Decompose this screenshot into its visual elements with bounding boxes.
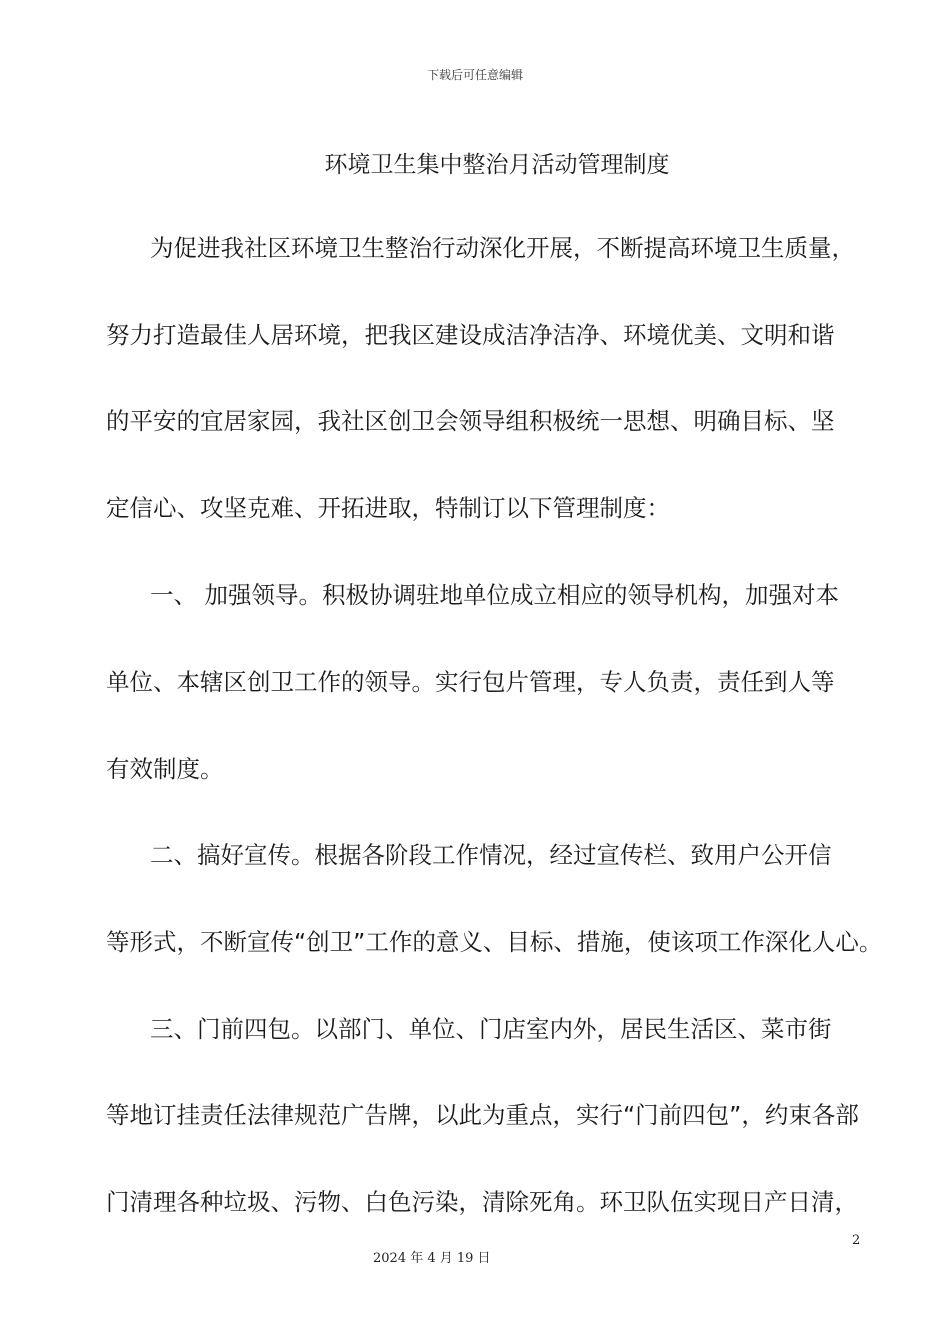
paragraph-line: 有效制度。	[106, 755, 224, 783]
page-number: 2	[852, 1233, 861, 1248]
header-note: 下载后可任意编辑	[426, 68, 523, 82]
footer-date: 2024 年 4 月 19 日	[373, 1251, 491, 1266]
paragraph-line: 一、 加强领导。积极协调驻地单位成立相应的领导机构，加强对本	[150, 581, 839, 609]
paragraph-line: 单位、本辖区创卫工作的领导。实行包片管理，专人负责，责任到人等	[106, 668, 835, 696]
document-title: 环境卫生集中整治月活动管理制度	[324, 152, 670, 178]
paragraph-line: 努力打造最佳人居环境，把我区建设成洁净洁净、环境优美、文明和谐	[106, 321, 835, 349]
paragraph-line: 等地订挂责任法律规范广告牌，以此为重点，实行“门前四包”，约束各部	[106, 1101, 859, 1129]
paragraph-line: 门清理各种垃圾、污物、白色污染，清除死角。环卫队伍实现日产日清，	[106, 1188, 858, 1216]
paragraph-line: 定信心、攻坚克难、开拓进取，特制订以下管理制度：	[106, 494, 670, 522]
paragraph-line: 的平安的宜居家园，我社区创卫会领导组积极统一思想、明确目标、坚	[106, 407, 835, 435]
paragraph-line: 等形式，不断宣传“创卫”工作的意义、目标、措施，使该项工作深化人心。	[106, 928, 883, 956]
paragraph-line: 为促进我社区环境卫生整治行动深化开展，不断提高环境卫生质量，	[150, 234, 855, 262]
paragraph-line: 三、门前四包。以部门、单位、门店室内外，居民生活区、菜市街	[150, 1015, 832, 1043]
paragraph-line: 二、搞好宣传。根据各阶段工作情况，经过宣传栏、致用户公开信	[150, 841, 832, 869]
